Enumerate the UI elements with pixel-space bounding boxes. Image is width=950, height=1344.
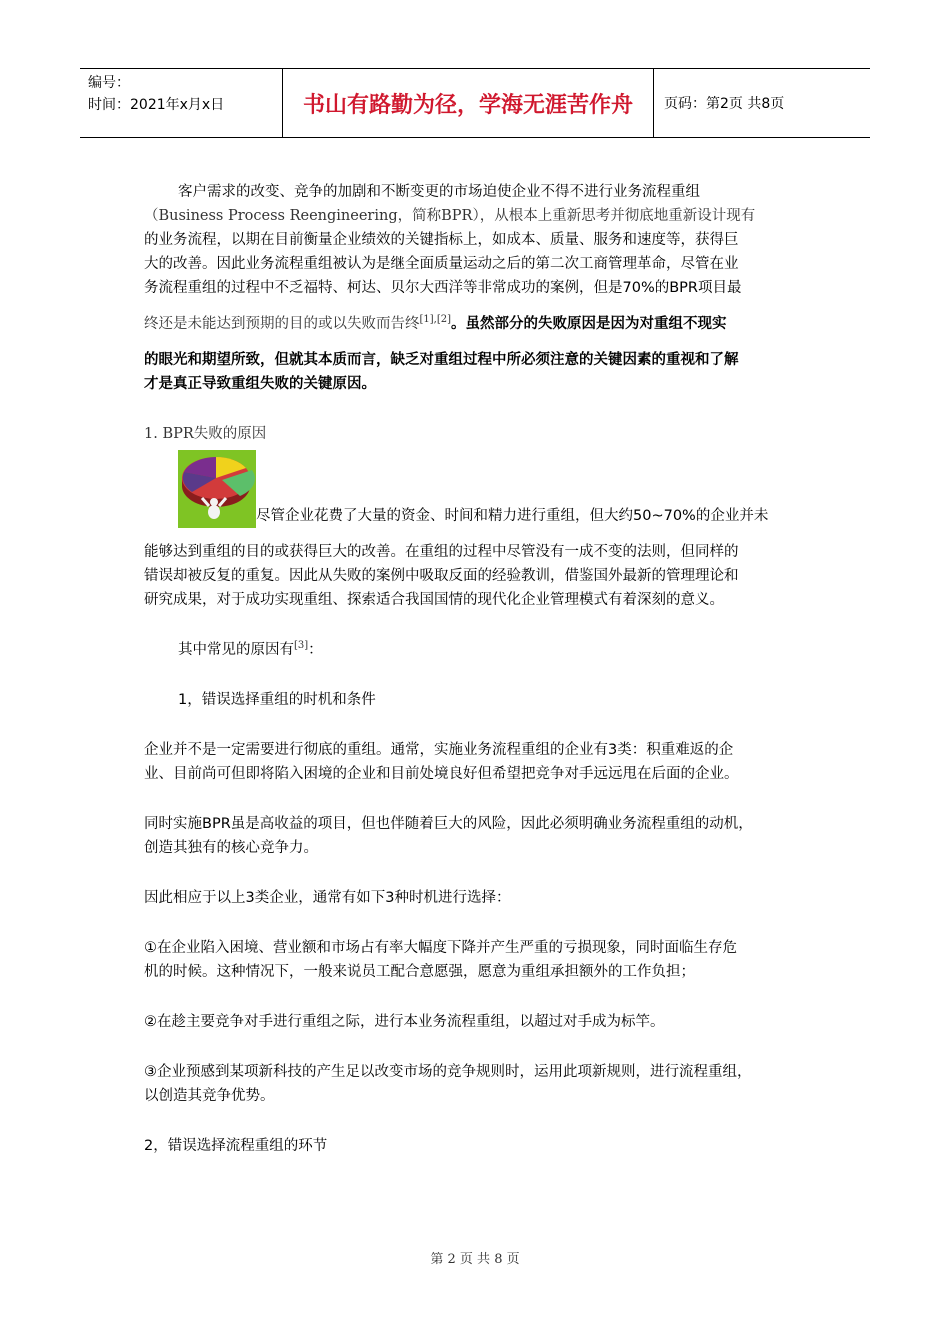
- intro-bold-text: 。虽然部分的失败原因是因为对重组不现实: [451, 316, 727, 332]
- intro-line: （Business Process Reengineering，简称BPR），从根本上重新思考并彻底地重新设计现有: [144, 208, 756, 224]
- intro-line: 大的改善。因此业务流程重组被认为是继全面质量运动之后的第二次工商管理革命，尽管在业: [144, 256, 739, 272]
- page-footer: 第 2 页 共 8 页: [430, 1252, 520, 1267]
- section-heading: 1. BPR失败的原因: [144, 426, 267, 442]
- paragraph-b: 同时实施BPR虽是高收益的项目，但也伴随着巨大的风险，因此必须明确业务流程重组的动机，: [144, 816, 753, 832]
- pie-chart-icon: [178, 450, 256, 528]
- subheading-1: 1，错误选择重组的时机和条件: [178, 692, 376, 708]
- page-info: 页码：第2页 共8页: [664, 96, 785, 112]
- colon: ：: [308, 642, 323, 658]
- timing-option-1: ①在企业陷入困境、营业额和市场占有率大幅度下降并产生严重的亏损现象，同时面临生存危: [144, 940, 737, 956]
- timing-option-1: 机的时候。这种情况下，一般来说员工配合意愿强，愿意为重组承担额外的工作负担；: [144, 964, 695, 980]
- citation: [3]: [294, 640, 309, 652]
- header-left: [80, 69, 282, 137]
- intro-line: 的业务流程，以期在目前衡量企业绩效的关键指标上，如成本、质量、服务和速度等，获得巨: [144, 232, 739, 248]
- timing-option-3: ③企业预感到某项新科技的产生足以改变市场的竞争规则时，运用此项新规则，进行流程重组，: [144, 1064, 752, 1080]
- intro-line: 才是真正导致重组失败的关键原因。: [144, 376, 376, 392]
- pie-chart-graphic: [178, 450, 256, 528]
- intro-line: 客户需求的改变、竞争的加剧和不断变更的市场迫使企业不得不进行业务流程重组: [178, 184, 700, 200]
- citation: [1],[2]: [419, 314, 452, 326]
- common-reasons-text: 其中常见的原因有: [178, 642, 294, 658]
- number-label: 编号：: [88, 75, 130, 91]
- paragraph-b: 创造其独有的核心竞争力。: [144, 840, 318, 856]
- paragraph-a: 企业并不是一定需要进行彻底的重组。通常，实施业务流程重组的企业有3类：积重难返的企: [144, 742, 734, 758]
- page-header: [80, 68, 870, 138]
- intro-line: 的眼光和期望所致，但就其本质而言，缺乏对重组过程中所必须注意的关键因素的重视和了解: [144, 352, 739, 368]
- timing-option-2: ②在趁主要竞争对手进行重组之际，进行本业务流程重组，以超过对手成为标竿。: [144, 1014, 665, 1030]
- intro-line: 务流程重组的过程中不乏福特、柯达、贝尔大西洋等非常成功的案例，但是70%的BPR项目最: [144, 280, 742, 296]
- section-text: 尽管企业花费了大量的资金、时间和精力进行重组，但大约50~70%的企业并未: [256, 508, 769, 524]
- time-label: 时间：2021年x月x日: [88, 97, 225, 113]
- intro-line: [144, 312, 812, 336]
- paragraph-a: 业、目前尚可但即将陷入困境的企业和目前处境良好但希望把竞争对手远远甩在后面的企业。: [144, 766, 739, 782]
- timing-option-3: 以创造其竞争优势。: [144, 1088, 275, 1104]
- section-text: 能够达到重组的目的或获得巨大的改善。在重组的过程中尽管没有一成不变的法则，但同样的: [144, 544, 739, 560]
- motto: 书山有路勤为径，学海无涯苦作舟: [282, 69, 654, 137]
- section-text: 研究成果，对于成功实现重组、探索适合我国国情的现代化企业管理模式有着深刻的意义。: [144, 592, 724, 608]
- common-reasons: [144, 638, 812, 662]
- section-text: 错误却被反复的重复。因此从失败的案例中吸取反面的经验教训，借鉴国外最新的管理理论和: [144, 568, 739, 584]
- intro-text: 终还是未能达到预期的目的或以失败而告终: [144, 316, 420, 332]
- document-body: [144, 180, 812, 1158]
- pie-paragraph: [144, 450, 812, 528]
- subheading-2: 2，错误选择流程重组的环节: [144, 1138, 328, 1154]
- paragraph-c: 因此相应于以上3类企业，通常有如下3种时机进行选择：: [144, 890, 511, 906]
